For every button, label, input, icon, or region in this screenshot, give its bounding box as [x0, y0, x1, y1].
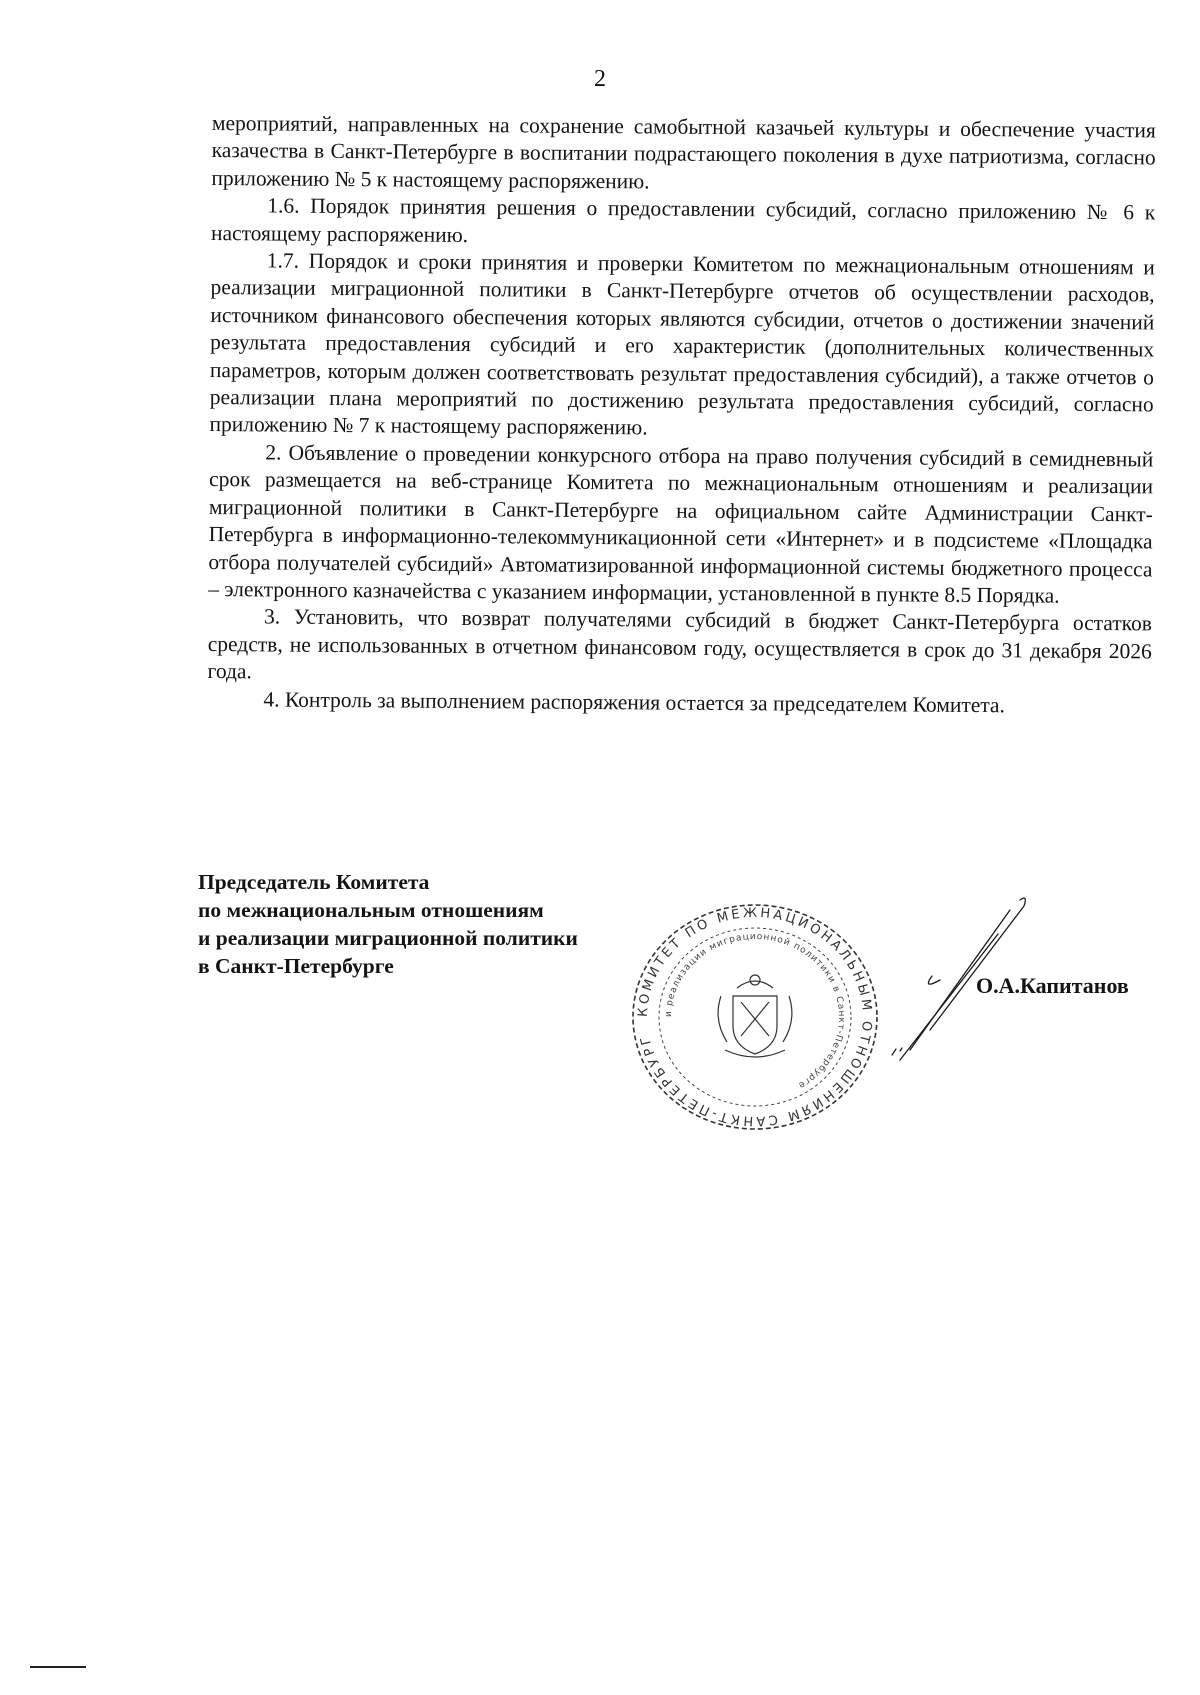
- signatory-title-line: и реализации миграционной политики: [198, 926, 578, 950]
- svg-text:и реализации миграционной поли: [664, 932, 846, 1091]
- stamp-inner-text: и реализации миграционной политики в Санкт-Петербурге: [663, 931, 847, 1091]
- page-edge-mark: [30, 1666, 86, 1668]
- paragraph-1-6: 1.6. Порядок принятия решения о предоставлении субсидий, согласно приложению № 6 к настоящему распоряжению.: [210, 193, 1156, 247]
- signer-name: О.А.Капитанов: [976, 973, 1129, 998]
- document-body: [207, 110, 1156, 720]
- stamp-outer-text: КОМИТЕТ ПО МЕЖНАЦИОНАЛЬНЫМ ОТНОШЕНИЯМ САНКТ-ПЕТЕРБУРГ: [635, 905, 875, 1129]
- paragraph-1-7: 1.7. Порядок и сроки принятия и проверки Комитетом по межнациональным отношениям и реализации миграционной политики в Санкт-Петербурге отчетов об осуществлении расходов, источником финансового обеспечения которых являются субсидии, отчетов о достижении значений результата предоставления субсидий и его характеристик (дополнительных количественных параметров, которым должен соответствовать результат предоставления субсидий), а также отчетов о реализации плана мероприятий по достижению результата предоставления субсидий, согласно приложению № 7 к настоящему распоряжению.: [209, 248, 1155, 440]
- page-number: 2: [594, 66, 606, 92]
- signatory-title-line: Председатель Комитета: [198, 870, 430, 894]
- signatory-title-line: в Санкт-Петербурге: [198, 954, 394, 978]
- signatory-title-line: по межнациональным отношениям: [198, 898, 544, 922]
- paragraph-4: 4. Контроль за выполнением распоряжения остается за председателем Комитета.: [263, 686, 1005, 717]
- signatory-title: [198, 868, 578, 980]
- paragraph-3: 3. Установить, что возврат получателями субсидий в бюджет Санкт-Петербурга остатков средств, не использованных в отчетном финансовом году, осуществляется в срок до 31 декабря 2026 года.: [207, 604, 1153, 684]
- paragraph-continuation: мероприятий, направленных на сохранение самобытной казачьей культуры и обеспечение участия казачества в Санкт-Петербурге в воспитании подрастающего поколения в духе патриотизма, согласно приложению № 5 к настоящему распоряжению.: [211, 110, 1156, 194]
- coat-of-arms-icon: [718, 975, 792, 1057]
- paragraph-2: 2. Объявление о проведении конкурсного отбора на право получения субсидий в семидневный срок размещается на веб-странице Комитета по межнациональным отношениям и реализации миграционной политики в Санкт-Петербурге на официальном сайте Администрации Санкт-Петербурга в информационно-телекоммуникационной сети «Интернет» и в подсистеме «Площадка отбора получателей субсидий» Автоматизированной информационной системы бюджетного процесса – электронного казначейства с указанием информации, установленной в пункте 8.5 Порядка.: [208, 440, 1154, 608]
- official-seal-stamp: [625, 900, 885, 1135]
